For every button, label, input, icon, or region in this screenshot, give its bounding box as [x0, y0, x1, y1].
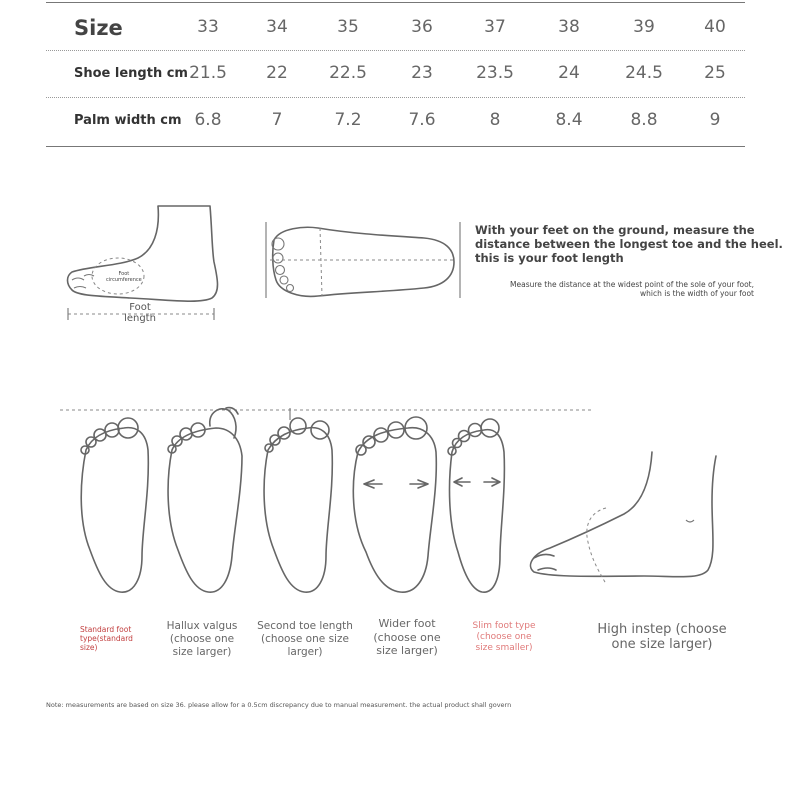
foot-type-label-slim: Slim foot type (choose one size smaller): [472, 621, 536, 653]
table-cell: 24.5: [625, 63, 663, 83]
foot-type-label-hallux-valgus: Hallux valgus (choose one size larger): [166, 620, 238, 658]
foot-type-label-wide: Wider foot (choose one size larger): [373, 617, 441, 657]
table-cell: 22: [266, 63, 288, 83]
foot-sole-view-illustration: [264, 220, 464, 302]
palm-width-row-label: Palm width cm: [74, 113, 182, 128]
table-cell: 40: [704, 17, 726, 37]
table-cell: 8.8: [630, 110, 658, 130]
second-toe-foot-illustration: [260, 406, 340, 596]
standard-foot-illustration: [76, 410, 156, 596]
table-rule-2: [46, 97, 745, 98]
table-cell: 25: [704, 63, 726, 83]
foot-type-label-standard: Standard foot type(standard size): [80, 625, 133, 652]
slim-foot-illustration: [444, 410, 514, 596]
hallux-valgus-foot-illustration: [164, 404, 250, 596]
table-cell: 35: [337, 17, 359, 37]
table-cell: 23: [411, 63, 433, 83]
shoe-length-row-label: Shoe length cm: [74, 66, 188, 81]
foot-circumference-label: Foot circumference: [106, 271, 142, 283]
table-cell: 33: [197, 17, 219, 37]
foot-length-label: Foot length: [124, 302, 156, 324]
table-cell: 7.2: [334, 110, 362, 130]
table-cell: 34: [266, 17, 288, 37]
table-cell: 8.4: [555, 110, 583, 130]
table-cell: 36: [411, 17, 433, 37]
table-cell: 24: [558, 63, 580, 83]
measurement-note: Note: measurements are based on size 36. please allow for a 0.5cm discrepancy due to manual measurement. the actual product shall govern: [46, 701, 512, 709]
table-cell: 6.8: [194, 110, 222, 130]
size-row-label: Size: [74, 16, 123, 40]
table-cell: 37: [484, 17, 506, 37]
table-cell: 21.5: [189, 63, 227, 83]
table-top-rule: [46, 2, 745, 3]
wide-foot-illustration: [350, 408, 442, 596]
table-cell: 8: [489, 110, 501, 130]
foot-type-label-high-instep: High instep (choose one size larger): [597, 622, 727, 652]
foot-type-label-second-toe: Second toe length (choose one size larger): [257, 620, 353, 658]
table-rule-1: [46, 50, 745, 51]
table-cell: 23.5: [476, 63, 514, 83]
table-bottom-rule: [46, 146, 745, 147]
table-cell: 39: [633, 17, 655, 37]
foot-length-instruction: With your feet on the ground, measure the distance between the longest toe and the heel. this is your foot length: [475, 223, 783, 265]
high-instep-foot-illustration: [524, 452, 724, 592]
table-cell: 38: [558, 17, 580, 37]
table-cell: 7.6: [408, 110, 436, 130]
foot-width-instruction: Measure the distance at the widest point of the sole of your foot, which is the width of your foot: [510, 280, 754, 298]
table-cell: 22.5: [329, 63, 367, 83]
table-cell: 7: [271, 110, 283, 130]
table-cell: 9: [709, 110, 721, 130]
